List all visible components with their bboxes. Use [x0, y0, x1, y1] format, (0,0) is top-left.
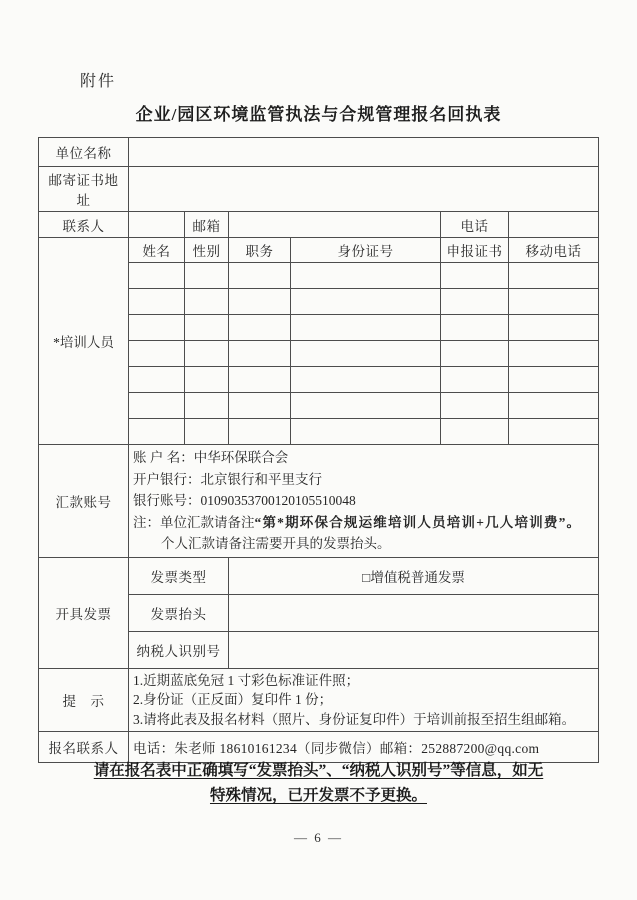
table-row — [39, 212, 599, 238]
phone-field — [509, 212, 599, 238]
trainee-cell — [509, 393, 599, 419]
trainee-cell — [185, 419, 229, 445]
trainee-cell — [229, 393, 291, 419]
account-number-line: 银行账号：01090353700120105510048 — [133, 493, 356, 508]
invoice-type-row — [39, 557, 599, 594]
trainee-cell — [509, 341, 599, 367]
trainee-cell — [229, 315, 291, 341]
page-number: — 6 — — [294, 830, 343, 845]
attachment-label: 附件 — [80, 73, 117, 90]
contact-field — [129, 212, 185, 238]
trainee-cell — [509, 289, 599, 315]
tip-item-3: 3.请将此表及报名材料（照片、身份证复印件）于培训前报至招生组邮箱。 — [133, 711, 576, 727]
trainee-cell — [129, 393, 185, 419]
trainee-cell — [291, 419, 441, 445]
trainee-cell — [291, 263, 441, 289]
footer-note-line2: 特殊情况，已开发票不予更换。 — [209, 787, 427, 804]
registration-contact-value: 电话：朱老师 18610161234（同步微信）邮箱：252887200@qq.com — [129, 732, 599, 763]
bank-line: 开户银行：北京银行和平里支行 — [133, 471, 322, 487]
trainee-cell — [185, 367, 229, 393]
trainee-cell — [229, 419, 291, 445]
remittance-label: 汇款账号 — [39, 445, 129, 558]
trainee-header-row — [39, 238, 599, 263]
table-row — [39, 138, 599, 167]
unit-name-label: 单位名称 — [39, 138, 129, 167]
trainee-cell — [509, 263, 599, 289]
mailing-address-field — [129, 167, 599, 212]
table-row — [39, 167, 599, 212]
mailing-address-label: 邮寄证书地址 — [39, 167, 129, 212]
trainee-cell — [129, 367, 185, 393]
invoice-title-label: 发票抬头 — [129, 594, 229, 631]
invoice-type-checkbox-value: □增值税普通发票 — [229, 557, 599, 594]
invoice-type-label: 发票类型 — [129, 557, 229, 594]
trainee-cell — [129, 419, 185, 445]
trainee-cell — [291, 367, 441, 393]
tip-item-1: 1.近期蓝底免冠 1 寸彩色标准证件照； — [133, 672, 360, 688]
trainee-cell — [441, 341, 509, 367]
trainee-cell — [441, 315, 509, 341]
trainee-cell — [185, 393, 229, 419]
trainee-cell — [441, 393, 509, 419]
account-name-line: 账 户 名：中华环保联合会 — [133, 450, 289, 465]
remittance-note-line2: 个人汇款请备注需要开具的发票抬头。 — [161, 536, 391, 551]
col-header-name: 姓名 — [129, 238, 185, 263]
invoice-label: 开具发票 — [39, 557, 129, 668]
col-header-mobile: 移动电话 — [509, 238, 599, 263]
trainee-cell — [185, 341, 229, 367]
trainee-cell — [129, 315, 185, 341]
trainee-cell — [509, 315, 599, 341]
trainee-cell — [185, 289, 229, 315]
phone-label: 电话 — [441, 212, 509, 238]
trainee-cell — [441, 263, 509, 289]
email-field — [229, 212, 441, 238]
trainee-cell — [229, 263, 291, 289]
footer-note — [0, 758, 637, 808]
col-header-gender: 性别 — [185, 238, 229, 263]
trainee-cell — [129, 263, 185, 289]
registration-contact-label: 报名联系人 — [39, 732, 129, 763]
tips-label: 提 示 — [39, 668, 129, 732]
tip-item-2: 2.身份证（正反面）复印件 1 份； — [133, 692, 333, 707]
trainee-cell — [229, 341, 291, 367]
tips-content — [129, 668, 599, 732]
contact-label: 联系人 — [39, 212, 129, 238]
remittance-note-line1 — [133, 512, 594, 534]
note-quoted: “第*期环保合规运维培训人员培训+几人培训费”。 — [254, 514, 582, 530]
trainee-cell — [509, 367, 599, 393]
trainee-cell — [441, 289, 509, 315]
col-header-position: 职务 — [229, 238, 291, 263]
note-prefix: 注：单位汇款请备注 — [133, 514, 255, 530]
trainee-cell — [229, 289, 291, 315]
unit-name-field — [129, 138, 599, 167]
invoice-title-field — [229, 594, 599, 631]
remittance-row — [39, 445, 599, 558]
footer-note-line1: 请在报名表中正确填写“发票抬头”、“纳税人识别号”等信息，如无 — [93, 762, 544, 779]
taxpayer-id-label: 纳税人识别号 — [129, 631, 229, 668]
trainee-cell — [441, 419, 509, 445]
trainee-cell — [291, 289, 441, 315]
col-header-id-number: 身份证号 — [291, 238, 441, 263]
trainee-cell — [129, 289, 185, 315]
trainee-cell — [441, 367, 509, 393]
trainee-cell — [291, 315, 441, 341]
tips-row — [39, 668, 599, 732]
trainee-cell — [291, 393, 441, 419]
trainee-cell — [229, 367, 291, 393]
trainee-cell — [185, 315, 229, 341]
email-label: 邮箱 — [185, 212, 229, 238]
registration-form-table — [38, 137, 599, 763]
trainee-cell — [185, 263, 229, 289]
taxpayer-id-field — [229, 631, 599, 668]
trainees-label: *培训人员 — [39, 238, 129, 445]
trainee-cell — [509, 419, 599, 445]
trainee-cell — [291, 341, 441, 367]
remittance-content — [129, 445, 599, 558]
trainee-cell — [129, 341, 185, 367]
page-title: 企业/园区环境监管执法与合规管理报名回执表 — [135, 105, 502, 124]
col-header-certificate: 申报证书 — [441, 238, 509, 263]
